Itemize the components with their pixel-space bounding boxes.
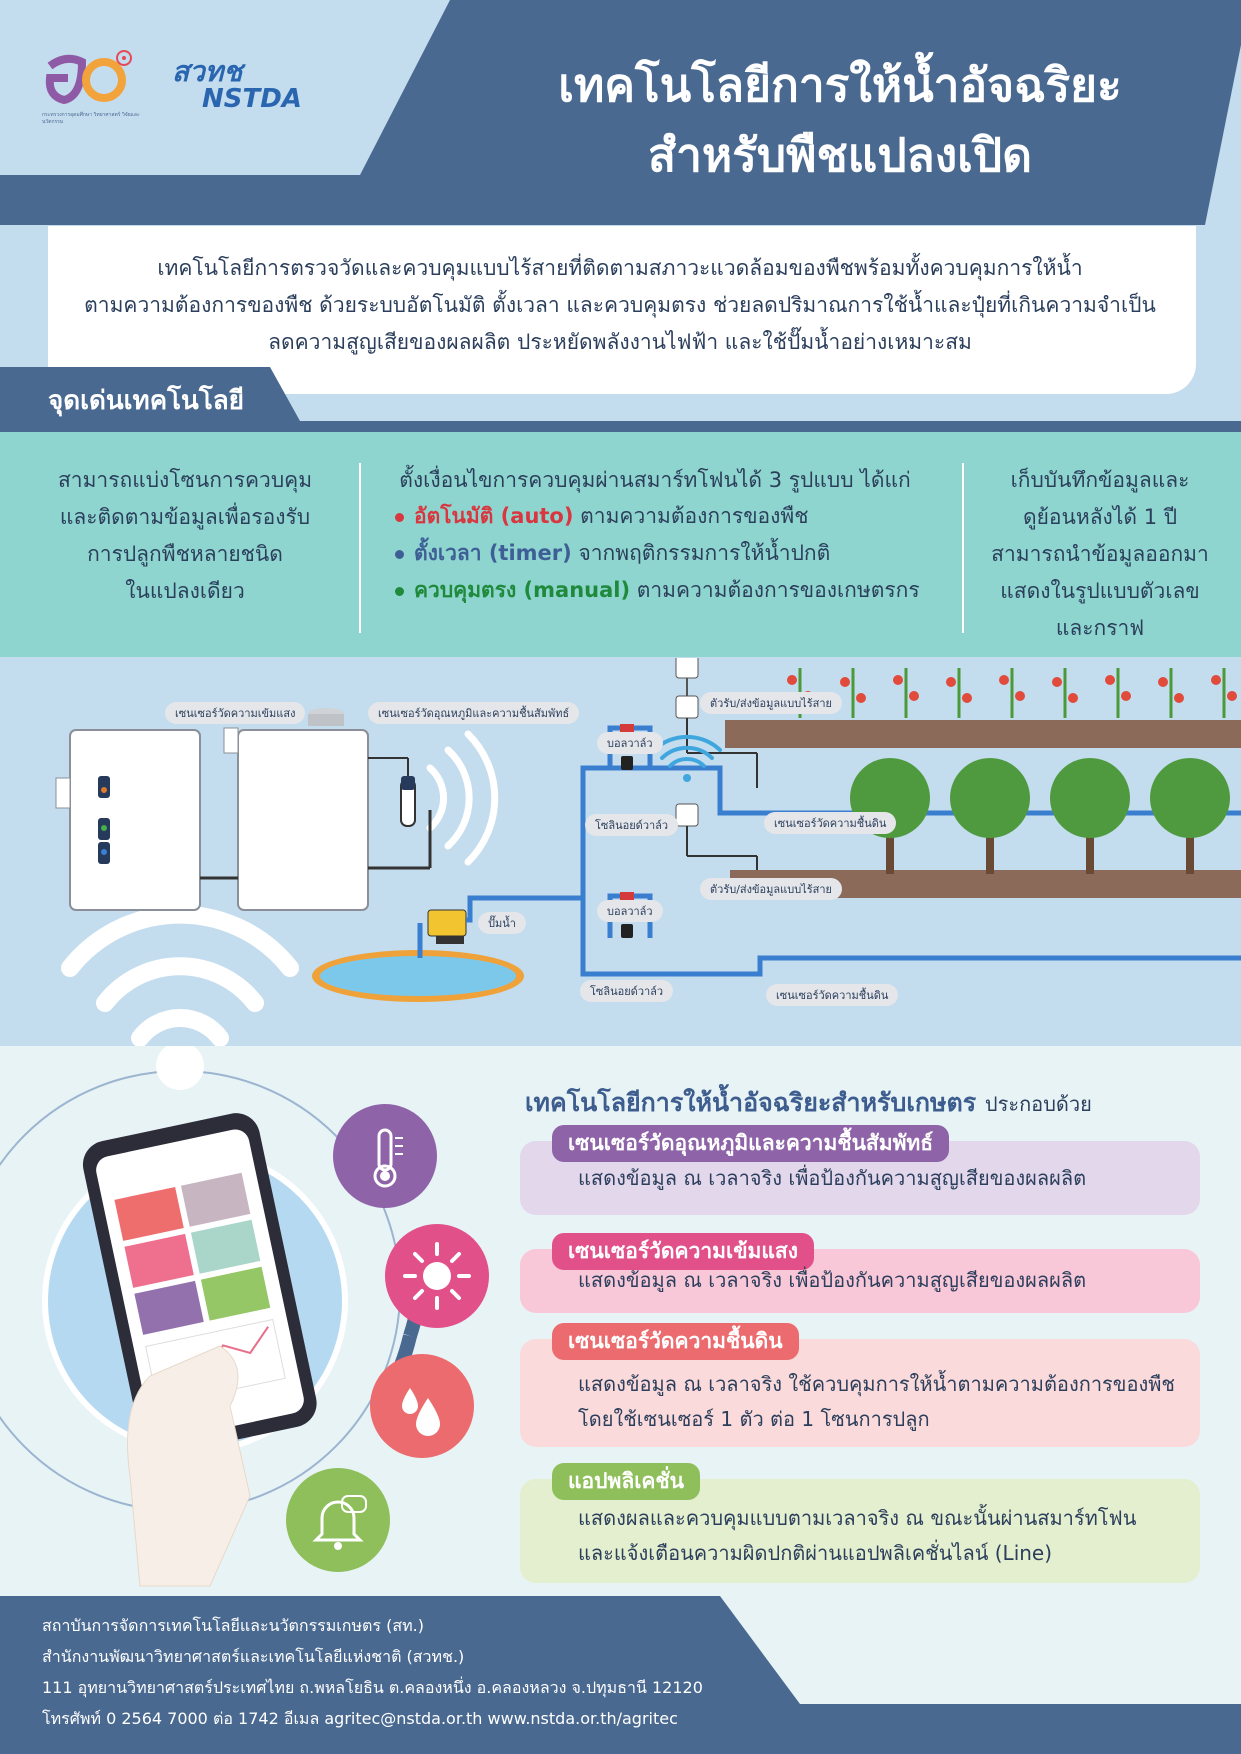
footer-line-2: สำนักงานพัฒนาวิทยาศาสตร์และเทคโนโลยีแห่งชาติ (สวทช.)	[42, 1647, 465, 1666]
component-card-temp	[520, 1131, 1200, 1215]
mode-timer	[395, 535, 920, 572]
component-desc: แสดงข้อมูล ณ เวลาจริง เพื่อป้องกันความสูญเสียของผลผลิต	[578, 1268, 1087, 1292]
bullet-icon	[395, 513, 404, 522]
label-ball-valve-2: บอลวาล์ว	[597, 900, 663, 922]
water-drop-icon	[370, 1354, 474, 1458]
component-tag: เซนเซอร์วัดอุณหภูมิและความชื้นสัมพัทธ์	[552, 1125, 949, 1162]
ministry-logo	[42, 48, 142, 133]
bullet-icon	[395, 550, 404, 559]
label-ball-valve-1: บอลวาล์ว	[597, 732, 663, 754]
components-title-main: เทคโนโลยีการให้น้ำอัจฉริยะสำหรับเกษตร	[525, 1088, 977, 1117]
page-title	[470, 50, 1210, 190]
label-soil-sensor-1: เซนเซอร์วัดความชื้นดิน	[764, 812, 896, 834]
label-pump: ปั๊มน้ำ	[478, 912, 526, 934]
intro-line-2: ตามความต้องการของพืช ด้วยระบบอัตโนมัติ ตั้งเวลา และควบคุมตรง ช่วยลดปริมาณการใช้น้ำและปุ๋ยที่เกินความจำเป็น	[84, 293, 1156, 317]
mode-manual	[395, 572, 920, 609]
component-desc	[578, 1501, 1136, 1571]
records-line-3: สามารถนำข้อมูลออกมา	[991, 542, 1209, 566]
component-desc-line-1: แสดงข้อมูล ณ เวลาจริง ใช้ควบคุมการให้น้ำตามความต้องการของพืช	[578, 1372, 1176, 1396]
zones-line-1: สามารถแบ่งโซนการควบคุม	[57, 468, 313, 492]
system-diagram	[0, 658, 1241, 1046]
label-soil-sensor-2: เซนเซอร์วัดความชื้นดิน	[766, 984, 898, 1006]
records-line-4: แสดงในรูปแบบตัวเลข	[1000, 579, 1200, 603]
mode-auto-desc: ตามความต้องการของพืช	[580, 504, 809, 528]
thermometer-icon	[333, 1104, 437, 1208]
component-desc: แสดงข้อมูล ณ เวลาจริง เพื่อป้องกันความสูญเสียของผลผลิต	[578, 1166, 1087, 1190]
components-title-suffix: ประกอบด้วย	[984, 1092, 1092, 1116]
nstda-logo	[172, 55, 302, 114]
intro-text	[60, 250, 1180, 361]
highlight-zones	[30, 462, 340, 610]
mode-timer-desc: จากพฤติกรรมการให้น้ำปกติ	[578, 541, 831, 565]
title-line-1: เทคโนโลยีการให้น้ำอัจฉริยะ	[558, 58, 1122, 112]
intro-line-1: เทคโนโลยีการตรวจวัดและควบคุมแบบไร้สายที่ติดตามสภาวะแวดล้อมของพืชพร้อมทั้งควบคุมการให้น้ำ	[157, 256, 1083, 280]
divider	[962, 463, 964, 633]
mode-timer-name: ตั้งเวลา (timer)	[414, 541, 572, 565]
component-tag: เซนเซอร์วัดความชื้นดิน	[552, 1323, 799, 1360]
label-transceiver-1: ตัวรับ/ส่งข้อมูลแบบไร้สาย	[700, 692, 842, 714]
component-tag: เซนเซอร์วัดความเข้มแสง	[552, 1233, 814, 1270]
nstda-logo-eng: NSTDA	[202, 84, 302, 114]
ministry-logo-icon	[42, 48, 142, 108]
nstda-logo-thai: สวทช	[172, 55, 243, 88]
footer-contact	[42, 1610, 703, 1734]
component-tag: แอปพลิเคชั่น	[552, 1463, 700, 1500]
bell-icon	[286, 1468, 390, 1572]
records-line-2: ดูย้อนหลังได้ 1 ปี	[1022, 505, 1178, 529]
mode-manual-desc: ตามความต้องการของเกษตรกร	[636, 578, 920, 602]
component-card-app	[520, 1469, 1200, 1583]
zones-line-4: ในแปลงเดียว	[125, 579, 245, 603]
label-transceiver-2: ตัวรับ/ส่งข้อมูลแบบไร้สาย	[700, 878, 842, 900]
bullet-icon	[395, 587, 404, 596]
components-title	[525, 1083, 1092, 1123]
label-solenoid-2: โซลินอยด์วาล์ว	[580, 980, 673, 1002]
divider	[359, 463, 361, 633]
component-desc-line-2: และแจ้งเตือนความผิดปกติผ่านแอปพลิเคชั่นไลน์ (Line)	[578, 1541, 1053, 1565]
records-line-5: และกราฟ	[1055, 616, 1145, 640]
mode-auto	[395, 498, 920, 535]
component-card-soil	[520, 1329, 1200, 1447]
mode-manual-name: ควบคุมตรง (manual)	[414, 578, 631, 602]
highlights-heading: จุดเด่นเทคโนโลยี	[48, 386, 244, 416]
label-solenoid-1: โซลินอยด์วาล์ว	[585, 814, 678, 836]
component-card-light	[520, 1239, 1200, 1313]
component-desc-line-2: โดยใช้เซนเซอร์ 1 ตัว ต่อ 1 โซนการปลูก	[578, 1407, 930, 1431]
component-desc	[578, 1367, 1175, 1437]
highlight-modes-intro: ตั้งเงื่อนไขการควบคุมผ่านสมาร์ทโฟนได้ 3 รูปแบบ ได้แก่	[399, 468, 911, 492]
ministry-logo-text: กระทรวงการอุดมศึกษา วิทยาศาสตร์ วิจัยและนวัตกรรม	[42, 112, 140, 125]
zones-line-2: และติดตามข้อมูลเพื่อรองรับ	[59, 505, 311, 529]
label-light-sensor: เซนเซอร์วัดความเข้มแสง	[165, 702, 305, 724]
component-desc-line-1: แสดงผลและควบคุมแบบตามเวลาจริง ณ ขณะนั้นผ่านสมาร์ทโฟน	[578, 1506, 1137, 1530]
mode-auto-name: อัตโนมัติ (auto)	[414, 504, 574, 528]
zones-line-3: การปลูกพืชหลายชนิด	[87, 542, 283, 566]
label-temp-sensor: เซนเซอร์วัดอุณหภูมิและความชื้นสัมพัทธ์	[368, 702, 579, 724]
mode-list	[395, 498, 920, 609]
title-line-2: สำหรับพืชแปลงเปิด	[648, 128, 1032, 182]
footer-line-4: โทรศัพท์ 0 2564 7000 ต่อ 1742 อีเมล agritec@nstda.or.th www.nstda.or.th/agritec	[42, 1709, 678, 1728]
highlight-records	[970, 462, 1230, 647]
records-line-1: เก็บบันทึกข้อมูลและ	[1010, 468, 1190, 492]
intro-line-3: ลดความสูญเสียของผลผลิต ประหยัดพลังงานไฟฟ้า และใช้ปั๊มน้ำอย่างเหมาะสม	[268, 330, 972, 354]
footer-line-3: 111 อุทยานวิทยาศาสตร์ประเทศไทย ถ.พหลโยธิน ต.คลองหนึ่ง อ.คลองหลวง จ.ปทุมธานี 12120	[42, 1678, 703, 1697]
sun-icon	[385, 1224, 489, 1328]
footer-line-1: สถาบันการจัดการเทคโนโลยีและนวัตกรรมเกษตร (สท.)	[42, 1616, 424, 1635]
